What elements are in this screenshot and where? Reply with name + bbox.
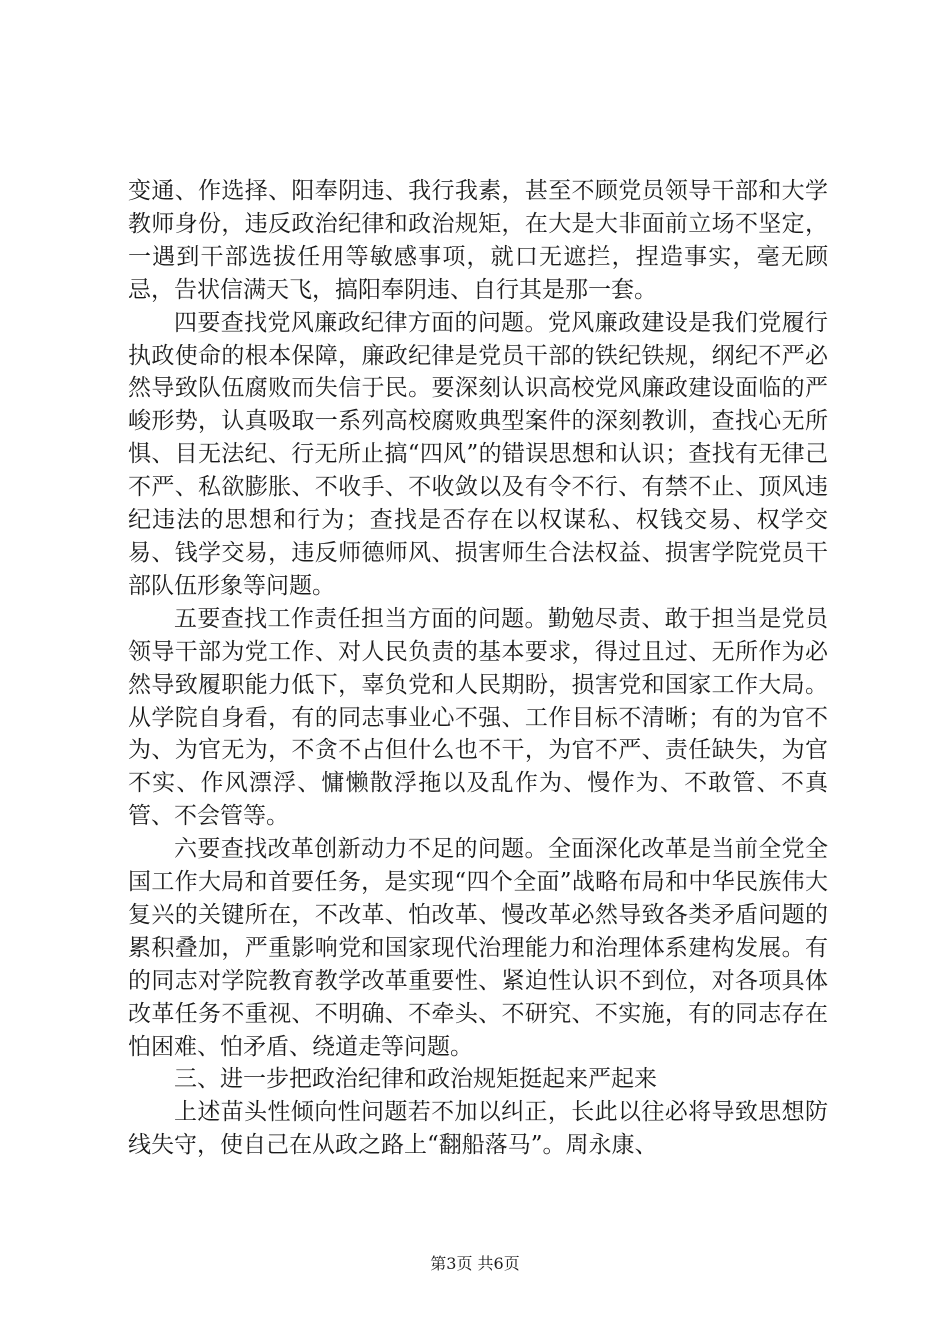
paragraph-conclusion: 上述苗头性倾向性问题若不加以纠正，长此以往必将导致思想防线失守，使自己在从政之路上“翻船落马”。周永康、 — [128, 1099, 828, 1159]
paragraph-responsibility: 五要查找工作责任担当方面的问题。勤勉尽责、敢于担当是党员领导干部为党工作、对人民负责的基本要求，得过且过、无所作为必然导致履职能力低下，辜负党和人民期盼，损害党和国家工作大局。从学院自身看，有的同志事业心不强、工作目标不清晰；有的为官不为、为官无为，不贪不占但什么也不干，为官不严、责任缺失，为官不实、作风漂浮、慵懒散浮拖以及乱作为、慢作为、不敢管、不真管、不会管等。 — [128, 605, 828, 830]
page-number-footer: 第3页 共6页 — [430, 1254, 520, 1273]
paragraph-reform: 六要查找改革创新动力不足的问题。全面深化改革是当前全党全国工作大局和首要任务，是实现“四个全面”战略布局和中华民族伟大复兴的关键所在，不改革、怕改革、慢改革必然导致各类矛盾问题的累积叠加，严重影响党和国家现代治理能力和治理体系建构发展。有的同志对学院教育教学改革重要性、紧迫性认识不到位，对各项具体改革任务不重视、不明确、不牵头、不研究、不实施，有的同志存在怕困难、怕矛盾、绕道走等问题。 — [128, 836, 828, 1060]
section-heading-three: 三、进一步把政治纪律和政治规矩挺起来严起来 — [174, 1066, 657, 1093]
paragraph-party-discipline: 四要查找党风廉政纪律方面的问题。党风廉政建设是我们党履行执政使命的根本保障，廉政纪律是党员干部的铁纪铁规，纲纪不严必然导致队伍腐败而失信于民。要深刻认识高校党风廉政建设面临的严峻形势，认真吸取一系列高校腐败典型案件的深刻教训，查找心无所惧、目无法纪、行无所止搞“四风”的错误思想和认识；查找有无律己不严、私欲膨胀、不收手、不收敛以及有令不行、有禁不止、顶风违纪违法的思想和行为；查找是否存在以权谋私、权钱交易、权学交易、钱学交易，违反师德师风、损害师生合法权益、损害学院党员干部队伍形象等问题。 — [128, 309, 828, 599]
document-body — [128, 175, 828, 1162]
paragraph-continuation: 变通、作选择、阳奉阴违、我行我素，甚至不顾党员领导干部和大学教师身份，违反政治纪律和政治规矩，在大是大非面前立场不坚定，一遇到干部选拔任用等敏感事项，就口无遮拦，捏造事实，毫无顾忌，告状信满天飞，搞阳奉阴违、自行其是那一套。 — [128, 178, 828, 303]
